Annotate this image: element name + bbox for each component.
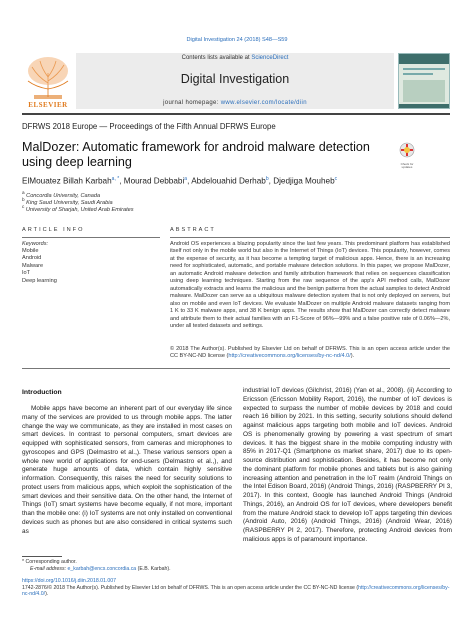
affiliation-mark: b (22, 197, 25, 202)
journal-citation-link[interactable]: Digital Investigation 24 (2018) S48—S59 (186, 37, 288, 43)
keywords-label: Keywords: (22, 241, 49, 247)
corresponding-author-note (22, 559, 171, 566)
doi-block (22, 578, 452, 598)
footnote-mark: * (22, 559, 25, 565)
sciencedirect-link[interactable]: ScienceDirect (251, 55, 289, 61)
contents-available-line (76, 55, 394, 61)
intro-paragraph-right: industrial IoT devices (Gilchrist, 2016) (Yan et al., 2008). (ii) According to Ericsson (Ericsson Mobility Report, 2016), the number of IoT devices is expected to surpass the number of mobile devices by 2018 and could reach 16 billion by 2021. In this setting, security solutions should defend against malicious apps targeting both mobile and IoT devices. Android OS is phenomenally growing by powering a vast spectrum of smart devices. It has the biggest share in the mobile computing industry with 85% in 2017-Q1 (Smartphone os market share, 2017) due to its open-source distribution and sophistication. Besides, it has become not only the dominant platform for mobile phones and tablets but is also gaining increasing attention and penetration in the IoT realm (Android Things on the Intel Edison Board, 2016) (Android Things, 2016) (RASPBERRY PI 3, 2017). In this context, Google has launched Android Things (Android Things, 2016), an Android OS for IoT devices, where developers benefit from the mature Android stack to develop IoT apps targeting thin devices (Android Auto, 2016) (Android Things, 2016) (Android Wear, 2016) (RASPBERRY PI 2, 2017). Therefore, protecting Android devices from malicious apps is of paramount importance. (243, 387, 452, 543)
affiliation-text: Concordia University, Canada (26, 192, 101, 199)
journal-name: Digital Investigation (180, 72, 290, 86)
journal-cover-thumbnail[interactable] (398, 53, 450, 109)
article-title: MalDozer: Automatic framework for android malware detection using deep learning (22, 140, 370, 169)
header-rule (22, 113, 450, 115)
author-marks[interactable]: a, * (111, 176, 120, 182)
abstract-bottom-rule (22, 368, 450, 369)
author-marks[interactable]: c (334, 176, 338, 182)
homepage-prefix: journal homepage: (163, 100, 221, 106)
affiliation-mark: c (22, 204, 25, 209)
keyword-item: IoT (22, 270, 31, 277)
crossmark-label: Check for updates (400, 162, 414, 170)
email-label: E-mail address: (30, 565, 68, 572)
email-line (22, 566, 171, 573)
author-separator: , (187, 176, 192, 186)
author-name[interactable]: ElMouatez Billah Karbah (22, 176, 112, 186)
copyright-text: © 2018 The Author(s). Published by Elsevier Ltd on behalf of DFRWS. This is an open access article under the CC BY-NC-ND license ( (170, 346, 450, 360)
contents-prefix: Contents lists available at (181, 55, 252, 61)
affiliation-text: University of Sharjah, United Arab Emirates (25, 206, 134, 213)
issn-license-link[interactable]: http://creativecommons.org/licenses/by-nc-nd/4.0/ (22, 584, 450, 597)
author-email-link[interactable]: e_karbah@encs.concordia.ca (67, 565, 137, 572)
license-link[interactable]: http://creativecommons.org/licenses/by-nc-nd/4.0/ (228, 353, 351, 360)
keyword-item: Deep learning (22, 277, 57, 284)
footnote (22, 559, 171, 572)
issn-line (22, 585, 452, 598)
article-info-heading: ARTICLE INFO (22, 227, 85, 233)
author-separator: , (268, 176, 274, 186)
author-marks[interactable]: b (265, 176, 269, 182)
affiliation (22, 204, 134, 213)
journal-homepage-link[interactable]: www.elsevier.com/locate/diin (220, 100, 307, 106)
author-marks[interactable]: a (184, 176, 188, 182)
abstract-rule (170, 237, 450, 238)
crossmark-icon (398, 142, 416, 158)
affiliation-mark: a (22, 190, 25, 195)
affiliation-text: King Saud University, Saudi Arabia (26, 199, 113, 206)
issn-end: ). (45, 591, 49, 597)
footnote-rule (22, 556, 62, 557)
keyword-item: Mobile (22, 248, 39, 254)
author-name[interactable]: Mourad Debbabi (123, 176, 185, 186)
author-name[interactable]: Abdelouahid Derhab (191, 176, 266, 186)
footnote-label: Corresponding author. (25, 559, 77, 565)
author-separator: , (119, 176, 124, 186)
article-info-rule (22, 237, 160, 238)
journal-homepage-line (76, 100, 394, 106)
conference-line: DFRWS 2018 Europe — Proceedings of the Fifth Annual DFRWS Europe (22, 122, 276, 131)
keyword-item: Android (22, 255, 42, 262)
issn-text: 1742-2876/© 2018 The Author(s). Published by Elsevier Ltd on behalf of DFRWS. This is an open access article under the CC BY-NC-ND license ( (22, 584, 359, 591)
copyright-end: ). (350, 353, 355, 360)
author-list (22, 176, 452, 186)
copyright-notice (170, 346, 450, 361)
section-heading-introduction: Introduction (22, 389, 62, 396)
keywords-list (22, 248, 57, 285)
crossmark-badge[interactable] (398, 142, 416, 170)
cover-image (399, 54, 449, 108)
abstract-text: Android OS experiences a blazing popularity since the last few years. This predominant platform has established itself not only in the mobile world but also in the Internet of Things (IoT) devices. This popularity, however, comes at the expense of security, as it has become a tempting target of malicious apps. Hence, there is an increasing need for sophisticated, automatic, and portable malware detection solutions. In this paper, we propose MalDozer, an automatic Android malware detection and family attribution framework that relies on sequences classification using deep learning techniques. Starting from the raw sequence of the app's API method calls, MalDozer automatically extracts and learns the malicious and the benign patterns from the actual samples to detect Android malware. MalDozer can serve as a ubiquitous malware detection system that is not only deployed on servers, but also on mobile and even IoT devices. We evaluate MalDozer on multiple Android malware datasets ranging from 1 K to 33 K malware apps, and 38 K benign apps. The results show that MalDozer can correctly detect malware and attribute them to their actual families with an F1-Score of 96%—99% and a false positive rate of 0.06%—2%, under all tested datasets and settings. (170, 241, 450, 329)
author-name[interactable]: Djedjiga Mouheb (273, 176, 335, 186)
keyword-item: Malware (22, 262, 44, 269)
abstract-heading: ABSTRACT (170, 227, 216, 233)
email-owner: (E.B. Karbah). (136, 565, 171, 572)
intro-paragraph-left: Mobile apps have become an inherent part of our everyday life since many of the services are provided to us through mobile apps. The latter change the way we communicate, as they are installed in most cases on smart devices. In contrast to personal computers, smart devices are equipped with sophisticated sensors, from cameras and microphones to gyroscopes and GPS (Delmastro et al.,). These various sensors open a whole new world of applications for end-users (Delmastro et al.,), and generate huge amounts of data, which contain highly sensitive information. Consequently, this raises the need for security solutions to protect users from malicious apps, which exploit the sophistication of the smart devices and their sensitive data. On the other hand, the Internet of Things (IoT) smart systems have become equally, if not more, important than the mobile one: (i) IoT systems are not only installed on conventional devices such as phones but are also considered in critical systems such as (22, 405, 232, 535)
elsevier-wordmark: ELSEVIER (28, 101, 68, 109)
doi-link[interactable]: https://doi.org/10.1016/j.diin.2018.01.007 (22, 578, 117, 584)
